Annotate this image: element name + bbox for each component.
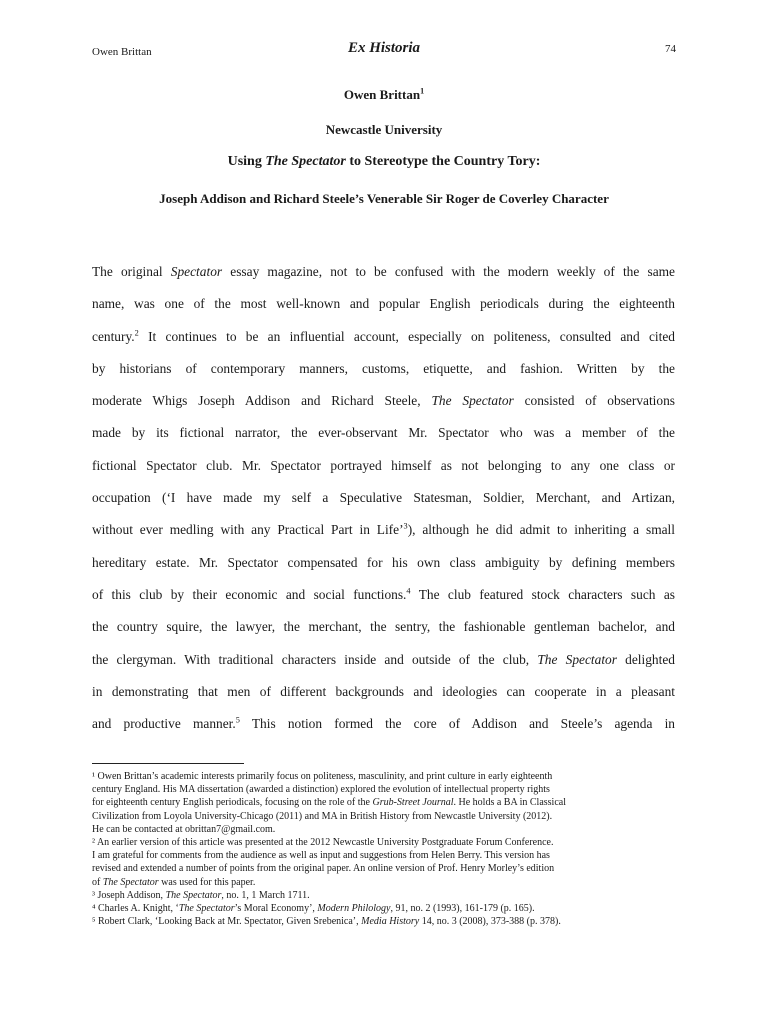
- footnote-line: ² An earlier version of this article was presented at the 2012 Newcastle University Postgraduate Forum Conference.: [92, 837, 554, 849]
- body-line: fictional Spectator club. Mr. Spectator portrayed himself as not belonging to any one class or: [92, 457, 675, 473]
- footnote-ref-1[interactable]: 1: [420, 86, 425, 96]
- body-line: century.$^2$ It continues to be an influential account, especially on politeness, consulted and cited: [92, 328, 675, 344]
- body-line: the country squire, the lawyer, the merchant, the sentry, the fashionable gentleman bachelor, and: [92, 619, 675, 635]
- body-line: of this club by their economic and social functions.$^4$ The club featured stock characters such as: [92, 586, 675, 602]
- body-line: without ever medling with any Practical Part in Life’$^3$), although he did admit to inheriting a small: [92, 521, 675, 538]
- footnote-line: ³ Joseph Addison, The Spectator, no. 1, 1 March 1711.: [92, 889, 310, 901]
- footnote-line: Civilization from Loyola University-Chicago (2011) and MA in British History from Newcastle University (2012).: [92, 810, 553, 822]
- body-line: moderate Whigs Joseph Addison and Richard Steele, The Spectator consisted of observations: [92, 393, 675, 409]
- footnote-5: [92, 915, 682, 928]
- footnote-line: revised and extended a number of points from the original paper. An online version of Prof. Henry Morley’s edition: [92, 863, 555, 875]
- body-line: in demonstrating that men of different backgrounds and ideologies can cooperate in a pleasant: [92, 683, 675, 699]
- page-number: 74: [665, 43, 676, 55]
- body-line: occupation (‘I have made my self a Speculative Statesman, Soldier, Merchant, and Artizan,: [92, 490, 675, 506]
- footnote-1: [92, 770, 682, 836]
- footnote-line: ⁵ Robert Clark, ‘Looking Back at Mr. Spectator, Given Srebenica’, Media History 14, no. 3 (2008), 373-388 (p. 378).: [92, 916, 561, 928]
- footnote-line: for eighteenth century English periodicals, focusing on the role of the Grub-Street Journal. He holds a BA in Classical: [92, 797, 566, 809]
- footnotes: [92, 770, 682, 928]
- footnote-line: century England. His MA dissertation (awarded a distinction) explored the evolution of intellectual property rights: [92, 784, 550, 796]
- article-subtitle: Joseph Addison and Richard Steele’s Venerable Sir Roger de Coverley Character: [159, 191, 609, 206]
- footnote-line: I am grateful for comments from the audience as well as input and suggestions from Helen Berry. This version has: [92, 850, 550, 862]
- article-author: Owen Brittan$^1$: [343, 86, 425, 102]
- running-header: [92, 40, 676, 62]
- body-paragraph: [92, 256, 675, 740]
- footnote-line: ¹ Owen Brittan’s academic interests primarily focus on politeness, masculinity, and print culture in early eighteenth: [92, 771, 553, 782]
- footnote-2: [92, 836, 682, 889]
- footnote-email[interactable]: He can be contacted at obrittan7@gmail.com.: [92, 823, 276, 835]
- header-journal-title: Ex Historia: [347, 40, 421, 56]
- body-line: The original Spectator essay magazine, not to be confused with the modern weekly of the same: [92, 264, 675, 279]
- footnote-3: [92, 889, 682, 902]
- body-line: name, was one of the most well-known and popular English periodicals during the eighteenth: [92, 296, 675, 312]
- footnote-ref-5[interactable]: 5: [235, 715, 240, 725]
- body-line: hereditary estate. Mr. Spectator compensated for his own class ambiguity by defining members: [92, 554, 675, 570]
- header-author: Owen Brittan: [92, 46, 152, 58]
- body-line: made by its fictional narrator, the ever-observant Mr. Spectator who was a member of the: [92, 425, 675, 441]
- body-line: by historians of contemporary manners, customs, etiquette, and fashion. Written by the: [92, 360, 675, 376]
- body-line: the clergyman. With traditional characters inside and outside of the club, The Spectator delighted: [92, 651, 675, 667]
- footnote-4: [92, 902, 682, 915]
- footnote-ref-3[interactable]: 3: [403, 521, 408, 531]
- footnote-ref-4[interactable]: 4: [406, 586, 411, 596]
- article-affiliation: Newcastle University: [325, 122, 443, 137]
- footnote-line: ⁴ Charles A. Knight, ‘The Spectator’s Moral Economy’, Modern Philology, 91, no. 2 (1993), 161-179 (p. 165).: [92, 903, 535, 915]
- article-title: Using The Spectator to Stereotype the Country Tory:: [227, 154, 541, 169]
- footnote-divider: [92, 763, 244, 764]
- body-line: and productive manner.$^5$ This notion formed the core of Addison and Steele’s agenda in: [92, 715, 675, 732]
- footnote-ref-2[interactable]: 2: [134, 328, 139, 338]
- footnote-line: of The Spectator was used for this paper.: [92, 876, 256, 888]
